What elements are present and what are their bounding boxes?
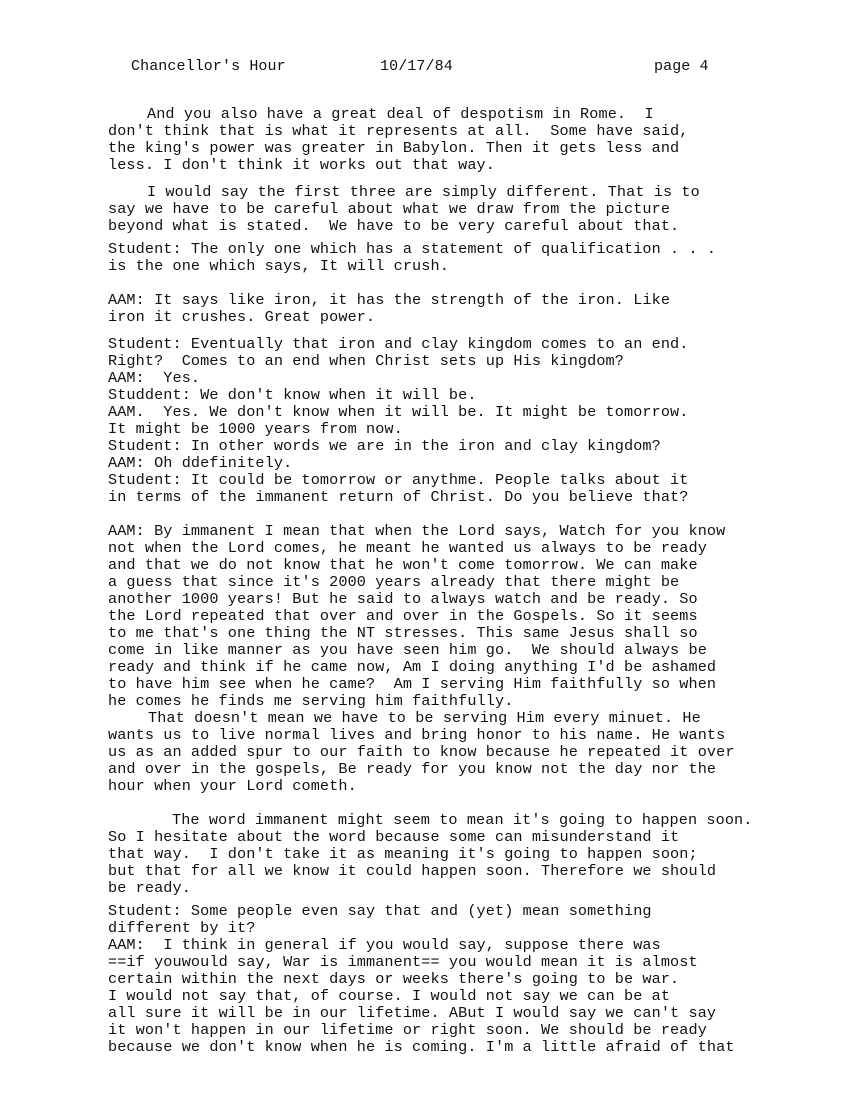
text-line: I would not say that, of course. I would not say we can be at	[108, 987, 671, 1005]
text-line: iron it crushes. Great power.	[108, 308, 376, 326]
text-line: I would say the first three are simply different. That is to	[147, 183, 700, 201]
text-line: Student: Eventually that iron and clay kingdom comes to an end.	[108, 335, 689, 353]
text-line: different by it?	[108, 919, 256, 937]
header-page-number: page 4	[654, 58, 709, 75]
text-line: And you also have a great deal of despotism in Rome. I	[147, 105, 654, 123]
text-line: It might be 1000 years from now.	[108, 420, 403, 438]
text-line: that way. I don't take it as meaning it's going to happen soon;	[108, 845, 698, 863]
text-line: say we have to be careful about what we draw from the picture	[108, 200, 671, 218]
text-line: to have him see when he came? Am I serving Him faithfully so when	[108, 675, 717, 693]
text-line: AAM: Oh ddefinitely.	[108, 454, 293, 472]
text-line: AAM: Yes.	[108, 369, 201, 387]
page-header	[0, 58, 847, 76]
text-line: The word immanent might seem to mean it's going to happen soon.	[172, 811, 753, 829]
text-line: Student: In other words we are in the iron and clay kingdom?	[108, 437, 661, 455]
text-line: he comes he finds me serving him faithfully.	[108, 692, 514, 710]
text-line: it won't happen in our lifetime or right soon. We should be ready	[108, 1021, 707, 1039]
text-line: not when the Lord comes, he meant he wanted us always to be ready	[108, 539, 707, 557]
text-line: us as an added spur to our faith to know because he repeated it over	[108, 743, 735, 761]
text-line: the Lord repeated that over and over in the Gospels. So it seems	[108, 607, 698, 625]
text-line: less. I don't think it works out that way.	[108, 156, 495, 174]
text-line: come in like manner as you have seen him go. We should always be	[108, 641, 707, 659]
text-line: AAM: I think in general if you would say, suppose there was	[108, 936, 661, 954]
text-line: all sure it will be in our lifetime. ABut I would say we can't say	[108, 1004, 717, 1022]
text-line: and that we do not know that he won't come tomorrow. We can make	[108, 556, 698, 574]
text-line: hour when your Lord cometh.	[108, 777, 357, 795]
text-line: ==if youwould say, War is immanent== you would mean it is almost	[108, 953, 698, 971]
text-line: Student: It could be tomorrow or anythme. People talks about it	[108, 471, 689, 489]
text-line: AAM. Yes. We don't know when it will be. It might be tomorrow.	[108, 403, 689, 421]
text-line: AAM: It says like iron, it has the strength of the iron. Like	[108, 291, 671, 309]
text-line: certain within the next days or weeks there's going to be war.	[108, 970, 680, 988]
text-line: to me that's one thing the NT stresses. This same Jesus shall so	[108, 624, 698, 642]
text-line: but that for all we know it could happen soon. Therefore we should	[108, 862, 717, 880]
text-line: a guess that since it's 2000 years already that there might be	[108, 573, 680, 591]
text-line: Student: Some people even say that and (yet) mean something	[108, 902, 652, 920]
text-line: be ready.	[108, 879, 191, 897]
text-line: beyond what is stated. We have to be very careful about that.	[108, 217, 680, 235]
text-line: Right? Comes to an end when Christ sets up His kingdom?	[108, 352, 624, 370]
text-line: ready and think if he came now, Am I doing anything I'd be ashamed	[108, 658, 717, 676]
text-line: Studdent: We don't know when it will be.	[108, 386, 477, 404]
text-line: don't think that is what it represents at all. Some have said,	[108, 122, 689, 140]
text-line: because we don't know when he is coming. I'm a little afraid of that	[108, 1038, 735, 1056]
text-line: and over in the gospels, Be ready for you know not the day nor the	[108, 760, 717, 778]
text-line: wants us to live normal lives and bring honor to his name. He wants	[108, 726, 726, 744]
transcript-body	[108, 106, 828, 1056]
header-date: 10/17/84	[380, 58, 453, 75]
text-line: Student: The only one which has a statement of qualification . . .	[108, 240, 717, 258]
text-line: So I hesitate about the word because some can misunderstand it	[108, 828, 680, 846]
text-line: in terms of the immanent return of Christ. Do you believe that?	[108, 488, 689, 506]
text-line: is the one which says, It will crush.	[108, 257, 449, 275]
text-line: another 1000 years! But he said to always watch and be ready. So	[108, 590, 698, 608]
text-line: the king's power was greater in Babylon. Then it gets less and	[108, 139, 680, 157]
header-title: Chancellor's Hour	[131, 58, 286, 75]
text-line: That doesn't mean we have to be serving Him every minuet. He	[148, 709, 701, 727]
text-line: AAM: By immanent I mean that when the Lord says, Watch for you know	[108, 522, 726, 540]
